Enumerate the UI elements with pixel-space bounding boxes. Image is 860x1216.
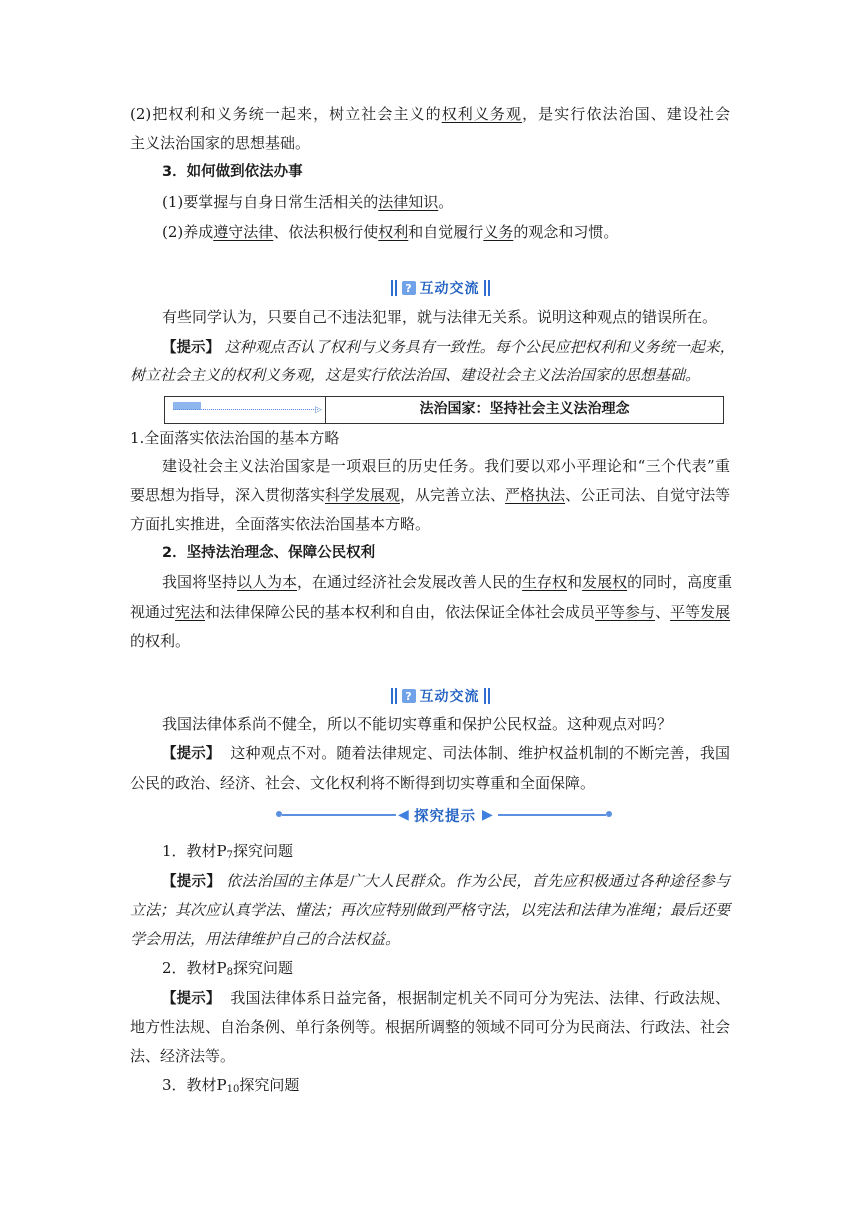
page-subscript: 8: [226, 967, 234, 978]
tip-label: 【提示】: [162, 991, 221, 1007]
box-decor: [165, 397, 326, 423]
tip-label: 【提示】: [162, 746, 221, 762]
explore-header: [276, 804, 612, 826]
key-term: 权利: [378, 223, 409, 241]
interaction-label: 互动交流: [419, 281, 480, 297]
paragraph-line: [130, 104, 730, 124]
arrow-right-icon: ▷: [315, 405, 322, 415]
key-term: 科学发展观: [325, 486, 401, 504]
key-term: 生存权: [522, 573, 568, 591]
key-term: 遵守法律: [213, 223, 274, 241]
text: 探究问题: [233, 959, 294, 977]
key-term: 义务: [483, 223, 514, 241]
triangle-right-icon: ▶: [482, 807, 493, 823]
divider-line: [498, 814, 606, 816]
section-heading: 3．如何做到依法办事: [162, 164, 303, 180]
answer-line: [162, 337, 735, 358]
bar-icon: [395, 280, 397, 296]
text: 和自觉履行: [408, 223, 484, 241]
tip-label: 【提示】: [162, 340, 220, 356]
question-text: 有些同学认为，只要自己不违法犯罪，就与法律无关系。说明这种观点的错误所在。: [162, 308, 718, 326]
answer-line: 法、经济法等。: [130, 1047, 236, 1065]
dot-icon: [606, 811, 612, 817]
paragraph-line: [162, 192, 730, 212]
bar-icon: [484, 688, 486, 704]
section-heading: 2．坚持法治理念、保障公民权利: [162, 545, 376, 561]
text: 要思想为指导，深入贯彻落实: [130, 486, 326, 504]
text: 和: [567, 573, 583, 591]
text: 、依法积极行使: [273, 223, 379, 241]
question-icon: ?: [402, 281, 416, 295]
answer-line: 树立社会主义的权利义务观，这是实行依法治国、建设社会主义法治国家的思想基础。: [130, 366, 701, 384]
answer-line: 公民的政治、经济、社会、文化权利将不断得到切实尊重和全面保障。: [130, 774, 596, 792]
page-subscript: 10: [226, 1084, 240, 1095]
paragraph-line: [162, 572, 733, 592]
paragraph-line: [130, 133, 730, 153]
text: 的观念和习惯。: [513, 223, 619, 241]
text: 探究问题: [239, 1076, 300, 1094]
interaction-label: 互动交流: [419, 689, 480, 705]
paragraph-line: 建设社会主义法治国家是一项艰巨的历史任务。我们要以邓小平理论和“三个代表”重: [162, 457, 730, 475]
paragraph-line: 的权利。: [130, 632, 191, 650]
text: 1．教材P: [162, 842, 227, 860]
bar-icon: [391, 688, 393, 704]
answer-line: [162, 988, 730, 1009]
paragraph-line: [162, 222, 730, 242]
answer-line: 立法；其次应认真学法、懂法；再次应特别做到严格守法，以宪法和法律为准绳；最后还要: [130, 901, 731, 919]
answer-line: 地方性法规、自治条例、单行条例等。根据所调整的领域不同可分为民商法、行政法、社会: [130, 1018, 731, 1036]
paragraph-line: [130, 602, 730, 622]
explore-label: 探究提示: [414, 809, 476, 825]
text: 、: [655, 603, 671, 621]
key-term: 发展权: [582, 573, 628, 591]
text: (2)把权利和义务统一起来，树立社会主义的: [130, 105, 442, 123]
key-term: 平等发展: [670, 603, 731, 621]
bar-icon: [488, 280, 490, 296]
page-subscript: 7: [226, 850, 234, 861]
text: 的同时，高度重: [627, 573, 733, 591]
key-term: 权利义务观: [441, 105, 523, 123]
answer-line: [162, 743, 730, 764]
text: 3．教材P: [162, 1076, 227, 1094]
bar-icon: [484, 280, 486, 296]
text: 这种观点不对。随着法律规定、司法体制、维护权益机制的不断完善，我国: [230, 744, 730, 762]
text: 这种观点否认了权利与义务具有一致性。每个公民应把权利和义务统一起来，: [224, 338, 735, 356]
text: ，从完善立法、: [400, 486, 506, 504]
text: (1)要掌握与自身日常生活相关的: [162, 193, 379, 211]
text: ，是实行依法治国、建设社会: [522, 105, 730, 123]
arrow-line: [173, 409, 318, 410]
question-icon: ?: [402, 689, 416, 703]
text: 、公正司法、自觉守法等: [565, 486, 731, 504]
interaction-header: [380, 277, 500, 299]
text: 我国将坚持: [162, 573, 238, 591]
key-term: 平等参与: [595, 603, 656, 621]
question-text: 我国法律体系尚不健全，所以不能切实尊重和保护公民权益。这种观点对吗？: [162, 715, 673, 733]
triangle-left-icon: ◀: [398, 807, 409, 823]
text: 主义法治国家的思想基础。: [130, 134, 311, 152]
text: 。: [438, 193, 454, 211]
text: 视通过: [130, 603, 176, 621]
divider-line: [282, 814, 396, 816]
text: ，在通过经济社会发展改善人民的: [297, 573, 523, 591]
bar-icon: [391, 280, 393, 296]
paragraph-line: 方面扎实推进，全面落实依法治国基本方略。: [130, 515, 431, 533]
bar-icon: [488, 688, 490, 704]
text: (2)养成: [162, 223, 214, 241]
paragraph-line: [130, 485, 730, 505]
answer-line: [162, 871, 730, 892]
bar-icon: [395, 688, 397, 704]
section-heading: 1.全面落实依法治国的基本方略: [130, 429, 340, 447]
key-term: 严格执法: [505, 486, 566, 504]
key-term: 法律知识: [378, 193, 439, 211]
key-term: 宪法: [175, 603, 206, 621]
text: 和法律保障公民的基本权利和自由，依法保证全体社会成员: [205, 603, 596, 621]
section-title: 法治国家：坚持社会主义法治理念: [419, 401, 630, 417]
question-heading: [162, 841, 730, 866]
question-heading: [162, 958, 730, 983]
text: 我国法律体系日益完备，根据制定机关不同可分为宪法、法律、行政法规、: [230, 989, 730, 1007]
interaction-header: [380, 685, 500, 707]
section-title-box: [164, 396, 724, 424]
text: 2．教材P: [162, 959, 227, 977]
question-heading: [162, 1075, 730, 1100]
text: 依法治国的主体是广大人民群众。作为公民，首先应积极通过各种途径参与: [226, 872, 730, 890]
answer-line: 学会用法，用法律维护自己的合法权益。: [130, 930, 401, 948]
key-term: 以人为本: [237, 573, 298, 591]
text: 探究问题: [233, 842, 294, 860]
tip-label: 【提示】: [162, 874, 222, 890]
